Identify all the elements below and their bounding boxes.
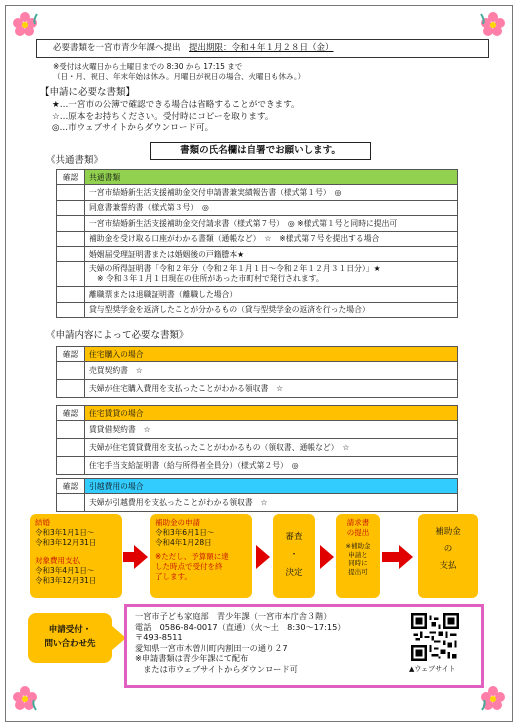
arrow-right-icon bbox=[320, 545, 334, 569]
check-cell[interactable] bbox=[57, 302, 85, 317]
request-note: 申請と bbox=[348, 550, 368, 559]
request-note: 提出可 bbox=[348, 567, 368, 576]
contact-note: ※申請書類は青少年課にて配布 bbox=[135, 653, 249, 664]
legend bbox=[52, 100, 300, 135]
request-note: 同時に bbox=[348, 559, 368, 567]
list-item: 貸与型奨学金を返済したことが分かるもの（貸与型奨学金の返済を行った場合） bbox=[85, 302, 458, 317]
table-row bbox=[57, 347, 458, 362]
check-header: 確認 bbox=[57, 347, 85, 362]
flow-payment bbox=[418, 514, 478, 598]
check-cell[interactable] bbox=[57, 421, 85, 439]
contact-tag bbox=[28, 613, 112, 663]
table-row bbox=[57, 231, 458, 246]
payment-line: 補助金 bbox=[435, 527, 461, 537]
table-row bbox=[57, 494, 458, 512]
rent-header: 住宅賃貸の場合 bbox=[85, 406, 458, 421]
common-table bbox=[56, 169, 458, 318]
legend-star: ★…一宮市の公簿で確認できる場合は省略することができます。 bbox=[52, 100, 300, 110]
check-cell[interactable] bbox=[57, 457, 85, 475]
purchase-header: 住宅購入の場合 bbox=[85, 347, 458, 362]
target-date-to: 令和3年12月31日 bbox=[35, 576, 97, 585]
review-line: 審査 bbox=[285, 532, 303, 542]
table-row bbox=[57, 216, 458, 231]
check-cell[interactable] bbox=[57, 231, 85, 246]
moving-table bbox=[56, 478, 458, 512]
legend-double-circle: ◎…市ウェブサイトからダウンロード可。 bbox=[52, 123, 214, 133]
request-title: 請求書 bbox=[346, 518, 370, 527]
check-cell[interactable] bbox=[57, 262, 85, 287]
arrow-right-icon bbox=[399, 545, 413, 569]
table-row bbox=[57, 262, 458, 287]
table-row bbox=[57, 380, 458, 398]
contact-note: または市ウェブサイトからダウンロード可 bbox=[135, 663, 298, 674]
table-row bbox=[57, 185, 458, 200]
payment-line: 支払 bbox=[439, 561, 457, 571]
apply-date-from: 令和3年6月1日～ bbox=[155, 528, 215, 537]
check-cell[interactable] bbox=[57, 362, 85, 380]
signature-banner: 書類の氏名欄は自署でお願いします。 bbox=[150, 142, 371, 160]
contact-box bbox=[124, 604, 484, 688]
list-item: 夫婦が引越費用を支払ったことがわかる領収書 ☆ bbox=[85, 494, 458, 512]
arrow-right-icon bbox=[134, 545, 148, 569]
check-cell[interactable] bbox=[57, 246, 85, 261]
title-lead: 必要書類を一宮市青少年課へ提出 bbox=[53, 43, 181, 53]
table-row bbox=[57, 439, 458, 457]
marriage-date-to: 令和3年12月31日 bbox=[35, 538, 97, 547]
marriage-title: 結婚 bbox=[35, 518, 50, 527]
check-cell[interactable] bbox=[57, 216, 85, 231]
flow-request bbox=[336, 514, 380, 598]
apply-note: 了します。 bbox=[155, 572, 192, 581]
flower-icon bbox=[478, 684, 508, 714]
request-note: ※補助金 bbox=[345, 542, 371, 550]
flow-marriage bbox=[30, 514, 122, 598]
contact-dept: 一宮市子ども家庭部 青少年課（一宮市本庁舎３階） bbox=[135, 611, 332, 621]
target-title: 対象費用支払 bbox=[35, 556, 80, 565]
qr-code-icon[interactable] bbox=[411, 613, 459, 661]
legend-hollow-star: ☆…原本をお持ちください。受付時にコピーを取ります。 bbox=[52, 111, 274, 122]
submission-title bbox=[36, 39, 489, 58]
apply-note: ※ただし、予算額に達 bbox=[155, 552, 229, 561]
list-item bbox=[85, 262, 458, 287]
common-header: 共通書類 bbox=[85, 170, 458, 185]
check-cell[interactable] bbox=[57, 380, 85, 398]
table-row bbox=[57, 406, 458, 421]
check-cell[interactable] bbox=[57, 494, 85, 512]
check-cell[interactable] bbox=[57, 287, 85, 302]
list-item: 一宮市結婚新生活支援補助金交付請求書（様式第７号） ◎ ※様式第１号と同時に提出可 bbox=[85, 216, 458, 231]
by-content-heading: 《申請内容によって必要な書類》 bbox=[46, 330, 189, 341]
contact-tag-line: 申請受付・ bbox=[48, 625, 92, 635]
contact-postal: 〒493-8511 bbox=[135, 632, 183, 643]
apply-title: 補助金の申請 bbox=[155, 518, 200, 527]
list-item: 婚姻届受理証明書または婚姻後の戸籍謄本★ bbox=[85, 246, 458, 261]
check-cell[interactable] bbox=[57, 185, 85, 200]
target-date-from: 令和3年4月1日～ bbox=[35, 566, 95, 575]
flower-icon bbox=[10, 10, 40, 40]
marriage-date-from: 令和3年1月1日～ bbox=[35, 528, 95, 537]
hours-line-1: ※受付は火曜日から土曜日までの 8:30 から 17:15 まで bbox=[53, 62, 243, 71]
flow-arrow-4 bbox=[382, 552, 400, 562]
request-title: の提出 bbox=[346, 528, 370, 537]
contact-tag-line: 問い合わせ先 bbox=[44, 639, 96, 649]
income-cert-note: ※ 令和３年１月１日現在の住所があった市町村で発行されます。 bbox=[97, 274, 324, 284]
hours-note bbox=[53, 62, 503, 82]
flower-icon bbox=[10, 684, 40, 714]
list-item: 同意書兼誓約書（様式第３号） ◎ bbox=[85, 200, 458, 215]
list-item: 夫婦が住宅購入費用を支払ったことがわかる領収書 ☆ bbox=[85, 380, 458, 398]
table-row bbox=[57, 421, 458, 439]
check-header: 確認 bbox=[57, 170, 85, 185]
qr-caption: ▲ウェブサイト bbox=[409, 665, 456, 673]
common-heading: 《共通書類》 bbox=[46, 155, 104, 166]
apply-date-to: 令和4年1月28日 bbox=[155, 538, 212, 547]
list-item: 補助金を受け取る口座がわかる書類（通帳など） ☆ ※様式第７号を提出する場合 bbox=[85, 231, 458, 246]
flow-review bbox=[273, 514, 315, 598]
table-row bbox=[57, 200, 458, 215]
check-cell[interactable] bbox=[57, 439, 85, 457]
list-item: 一宮市結婚新生活支援補助金交付申請書兼実績報告書（様式第１号） ◎ bbox=[85, 185, 458, 200]
list-item: 賃貸借契約書 ☆ bbox=[85, 421, 458, 439]
review-line: 決定 bbox=[285, 568, 303, 578]
moving-header: 引越費用の場合 bbox=[85, 479, 458, 494]
purchase-table bbox=[56, 346, 458, 398]
review-line: ・ bbox=[289, 550, 299, 560]
table-row bbox=[57, 170, 458, 185]
list-item: 夫婦が住宅賃貸費用を支払ったことがわかるもの（領収書、通帳など） ☆ bbox=[85, 439, 458, 457]
table-row bbox=[57, 287, 458, 302]
table-row bbox=[57, 457, 458, 475]
table-row bbox=[57, 362, 458, 380]
payment-line: の bbox=[443, 544, 453, 554]
apply-note: した時点で受付を終 bbox=[155, 562, 223, 571]
rent-table bbox=[56, 405, 458, 475]
flow-apply bbox=[150, 514, 252, 598]
check-header: 確認 bbox=[57, 406, 85, 421]
list-item: 住宅手当支給証明書（給与所得者全員分）（様式第２号） ◎ bbox=[85, 457, 458, 475]
hours-line-2: （日・月、祝日、年末年始は休み。月曜日が祝日の場合、火曜日も休み。） bbox=[53, 72, 306, 81]
contact-phone: 電話 0586-84-0017（直通）（火～土 8:30～17:15） bbox=[135, 621, 346, 632]
list-item: 離職票または退職証明書（離職した場合） bbox=[85, 287, 458, 302]
arrow-right-icon bbox=[256, 545, 270, 569]
list-item: 売買契約書 ☆ bbox=[85, 362, 458, 380]
flower-icon bbox=[478, 10, 508, 40]
contact-address: 愛知県一宮市木曽川町内割田一の通り２7 bbox=[135, 642, 288, 653]
check-cell[interactable] bbox=[57, 200, 85, 215]
table-row bbox=[57, 479, 458, 494]
income-cert: 夫婦の所得証明書「令和２年分（令和２年１月１日～令和２年１２月３１日分）」★ bbox=[89, 264, 381, 274]
table-row bbox=[57, 302, 458, 317]
table-row bbox=[57, 246, 458, 261]
required-heading: 【申請に必要な書類】 bbox=[40, 87, 136, 98]
deadline: 提出期限：令和４年１月２８日（金） bbox=[189, 43, 334, 53]
check-header: 確認 bbox=[57, 479, 85, 494]
